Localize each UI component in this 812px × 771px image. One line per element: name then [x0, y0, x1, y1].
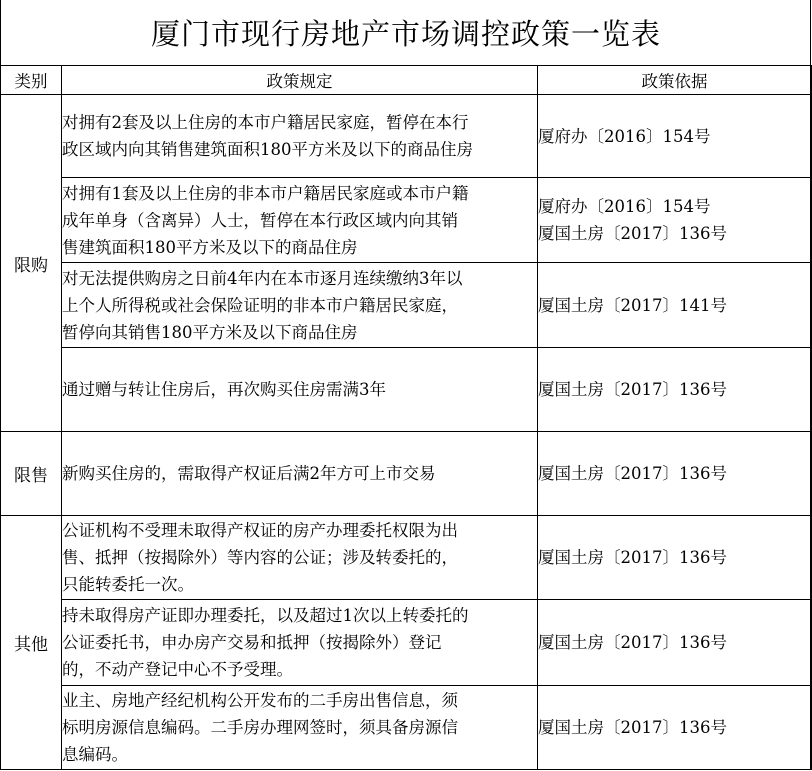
rule-line: 通过赠与转让住房后，再次购买住房需满3年 — [62, 380, 386, 399]
basis-cell — [538, 432, 812, 516]
rule-line: 标明房源信息编码。二手房办理网签时，须具备房源信 — [62, 718, 458, 737]
table-row — [1, 516, 812, 600]
rule-cell — [62, 348, 538, 432]
rule-line: 新购买住房的，需取得产权证后满2年方可上市交易 — [62, 464, 436, 483]
table-row — [1, 95, 812, 178]
table-row — [1, 432, 812, 516]
rule-line: 暂停向其销售180平方米及以下商品住房 — [62, 322, 358, 342]
page-title: 厦门市现行房地产市场调控政策一览表 — [150, 17, 661, 51]
basis-cell — [538, 95, 812, 178]
basis-line: 厦府办〔2016〕154号 — [538, 126, 711, 146]
rule-line: 成年单身（含离异）人士，暂停在本行政区域内向其销 — [62, 210, 458, 230]
rule-line: 息编码。 — [62, 745, 128, 764]
rule-cell — [62, 178, 538, 263]
table-row — [1, 263, 812, 348]
rule-cell — [62, 686, 538, 770]
rule-line: 政区域内向其销售建筑面积180平方米及以下的商品住房 — [62, 140, 473, 159]
table-row — [1, 348, 812, 432]
category-cell: 限购 — [1, 95, 62, 432]
rule-line: 售、抵押（按揭除外）等内容的公证；涉及转委托的， — [62, 548, 458, 567]
rule-line: 的，不动产登记中心不予受理。 — [62, 660, 293, 679]
header-category: 类别 — [1, 66, 62, 95]
rule-line: 业主、房地产经纪机构公开发布的二手房出售信息，须 — [62, 691, 458, 710]
rule-line: 只能转委托一次。 — [62, 575, 194, 594]
category-cell: 其他 — [1, 516, 62, 770]
basis-line: 厦国土房〔2017〕136号 — [538, 464, 727, 483]
table-row — [1, 600, 812, 686]
rule-cell — [62, 263, 538, 348]
rule-line: 对无法提供购房之日前4年内在本市逐月连续缴纳3年以 — [62, 268, 463, 288]
basis-cell — [538, 178, 812, 263]
rule-line: 公证机构不受理未取得产权证的房产办理委托权限为出 — [62, 521, 458, 540]
basis-cell — [538, 686, 812, 770]
rule-line: 公证委托书，申办房产交易和抵押（按揭除外）登记 — [62, 633, 442, 652]
basis-line: 厦国土房〔2017〕136号 — [538, 224, 727, 243]
basis-cell — [538, 348, 812, 432]
policy-table — [0, 65, 812, 770]
basis-line: 厦府办〔2016〕154号 — [538, 197, 711, 216]
table-row — [1, 178, 812, 263]
rule-line: 对拥有2套及以上住房的本市户籍居民家庭，暂停在本行 — [62, 113, 469, 132]
rule-line: 持未取得房产证即办理委托，以及超过1次以上转委托的 — [62, 606, 469, 625]
rule-cell — [62, 516, 538, 600]
basis-line: 厦国土房〔2017〕136号 — [538, 380, 727, 399]
basis-line: 厦国土房〔2017〕136号 — [538, 718, 727, 737]
category-cell: 限售 — [1, 432, 62, 516]
header-basis: 政策依据 — [538, 66, 812, 95]
rule-line: 对拥有1套及以上住房的非本市户籍居民家庭或本市户籍 — [62, 183, 469, 203]
rule-cell — [62, 432, 538, 516]
basis-line: 厦国土房〔2017〕141号 — [538, 295, 727, 315]
rule-line: 上个人所得税或社会保险证明的非本市户籍居民家庭， — [62, 295, 458, 315]
basis-cell — [538, 516, 812, 600]
header-rule: 政策规定 — [62, 66, 538, 95]
table-row — [1, 686, 812, 770]
basis-line: 厦国土房〔2017〕136号 — [538, 633, 727, 652]
header-row — [1, 66, 812, 95]
basis-line: 厦国土房〔2017〕136号 — [538, 548, 727, 567]
rule-cell — [62, 600, 538, 686]
rule-line: 售建筑面积180平方米及以下的商品住房 — [62, 237, 358, 257]
rule-cell — [62, 95, 538, 178]
basis-cell — [538, 263, 812, 348]
basis-cell — [538, 600, 812, 686]
